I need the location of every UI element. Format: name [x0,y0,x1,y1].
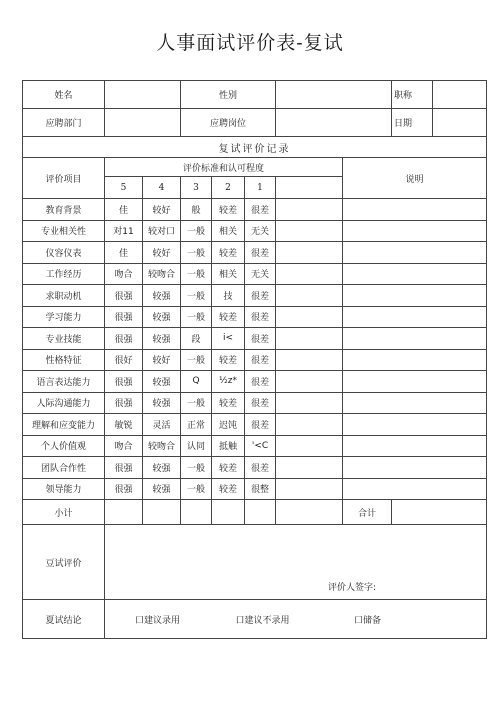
rating-cell-5[interactable]: 佳 [105,242,143,264]
rating-cell-2[interactable]: 迟饨 [212,414,245,436]
rating-cell-5[interactable]: 很强 [105,478,143,500]
rating-cell-2[interactable]: 较差 [212,242,245,264]
remark-cell[interactable] [343,414,487,436]
rating-cell-4[interactable]: 较强 [143,306,181,328]
gender-label: 性别 [181,81,276,109]
rating-cell-5[interactable]: 敏锐 [105,414,143,436]
score-blank [276,177,343,199]
item-rows [23,199,487,500]
rating-cell-5[interactable]: 很强 [105,371,143,393]
rating-cell-2[interactable]: 技 [212,285,245,307]
rating-cell-3[interactable]: 一般 [181,306,212,328]
item-name: 仪容仪表 [23,242,105,264]
remark-cell[interactable] [343,263,487,285]
subtotal-blank [276,500,343,525]
rating-cell-5[interactable]: 很强 [105,392,143,414]
rating-cell-3[interactable]: 认同 [181,435,212,457]
header-row-1 [23,81,487,109]
conclusion-row [23,600,487,639]
rating-cell-4[interactable]: 较好 [143,242,181,264]
remark-cell[interactable] [343,349,487,371]
rating-cell-3[interactable]: 一般 [181,220,212,242]
rating-cell-3[interactable]: 正常 [181,414,212,436]
rating-cell-2[interactable]: ½z* [212,371,245,393]
table-row [23,285,487,307]
rating-cell-1[interactable]: '<C [245,435,276,457]
remark-cell[interactable] [343,457,487,479]
item-name: 求职动机 [23,285,105,307]
rating-cell-4[interactable]: 较强 [143,285,181,307]
blank-cell [276,457,343,479]
item-name: 专业相关性 [23,220,105,242]
table-row [23,435,487,457]
table-row [23,414,487,436]
remark-cell[interactable] [343,199,487,221]
item-name: 人际沟通能力 [23,392,105,414]
rating-cell-1[interactable]: 很差 [245,457,276,479]
table-row [23,306,487,328]
name-field[interactable] [105,81,181,109]
rating-cell-1[interactable]: 很差 [245,306,276,328]
table-row [23,242,487,264]
blank-cell [276,328,343,350]
rating-cell-1[interactable]: 很整 [245,478,276,500]
total-field[interactable] [392,500,487,525]
rating-cell-3[interactable]: 一般 [181,263,212,285]
rating-cell-4[interactable]: 较好 [143,349,181,371]
total-label: 合计 [343,500,392,525]
remark-cell[interactable] [343,285,487,307]
table-row [23,349,487,371]
blank-cell [276,306,343,328]
rating-cell-5[interactable]: 很强 [105,457,143,479]
remark-cell[interactable] [343,220,487,242]
remark-cell[interactable] [343,435,487,457]
blank-cell [276,435,343,457]
rating-cell-5[interactable]: 对11 [105,220,143,242]
title-field[interactable] [433,81,487,109]
rating-cell-1[interactable]: 很差 [245,285,276,307]
rating-cell-2[interactable]: 较差 [212,457,245,479]
blank-cell [276,478,343,500]
rating-cell-5[interactable]: 很强 [105,328,143,350]
rating-cell-2[interactable]: 抵触 [212,435,245,457]
table-head-row [23,158,487,177]
score-2: 2 [212,177,245,199]
conclusion-label: 夏试结论 [23,600,105,639]
subtotal-2[interactable] [212,500,245,525]
option-hire[interactable]: 口建议录用 [134,615,180,626]
rating-cell-5[interactable]: 很强 [105,306,143,328]
item-name: 团队合作性 [23,457,105,479]
rating-cell-3[interactable]: 一般 [181,478,212,500]
table-row [23,392,487,414]
item-name: 理解和应变能力 [23,414,105,436]
score-5: 5 [105,177,143,199]
subtotal-1[interactable] [245,500,276,525]
rating-cell-4[interactable]: 较强 [143,478,181,500]
remark-cell[interactable] [343,328,487,350]
remark-cell[interactable] [343,478,487,500]
blank-cell [276,263,343,285]
rating-cell-4[interactable]: 较吻合 [143,435,181,457]
interview-evaluation-table [22,80,487,639]
section-title: 复试评价记录 [23,137,487,158]
table-row [23,457,487,479]
title-label: 职称 [392,81,433,109]
position-label: 应聘岗位 [181,109,276,137]
rating-cell-2[interactable]: 较差 [212,199,245,221]
rating-cell-2[interactable]: 较差 [212,392,245,414]
blank-cell [276,285,343,307]
section-row [23,137,487,158]
rating-cell-2[interactable]: 相关 [212,263,245,285]
rating-cell-2[interactable]: 较差 [212,478,245,500]
table-row [23,263,487,285]
rating-cell-1[interactable]: 很差 [245,199,276,221]
rating-cell-4[interactable]: 较吻合 [143,263,181,285]
rating-cell-2[interactable]: 较差 [212,306,245,328]
blank-cell [276,371,343,393]
table-row [23,478,487,500]
rating-cell-5[interactable]: 吻合 [105,263,143,285]
gender-field[interactable] [276,81,392,109]
rating-cell-4[interactable]: 较强 [143,457,181,479]
option-not-hire[interactable]: 口建议不录用 [235,615,290,626]
subtotal-label: 小计 [23,500,105,525]
rating-cell-3[interactable]: 段 [181,328,212,350]
item-name: 个人价值观 [23,435,105,457]
rating-cell-1[interactable]: 很差 [245,328,276,350]
table-row [23,199,487,221]
rating-cell-3[interactable]: 一般 [181,392,212,414]
rating-cell-1[interactable]: 无关 [245,263,276,285]
item-name: 性格特征 [23,349,105,371]
subtotal-4[interactable] [143,500,181,525]
remark-header: 说明 [343,158,487,199]
evaluation-row [23,525,487,600]
blank-cell [276,199,343,221]
item-name: 语言表达能力 [23,371,105,393]
blank-cell [276,392,343,414]
rating-cell-3[interactable]: 般 [181,199,212,221]
rating-cell-3[interactable]: 一般 [181,242,212,264]
remark-cell[interactable] [343,306,487,328]
header-row-2 [23,109,487,137]
rating-cell-3[interactable]: Q [181,371,212,393]
rating-cell-4[interactable]: 较好 [143,199,181,221]
rating-cell-1[interactable]: 无关 [245,220,276,242]
item-name: 领导能力 [23,478,105,500]
remark-cell[interactable] [343,371,487,393]
page-title: 人事面试评价表-复试 [156,32,344,54]
name-label: 姓名 [23,81,105,109]
item-name: 学习能力 [23,306,105,328]
evaluation-label: 豆试评价 [23,525,105,600]
rating-cell-4[interactable]: 较强 [143,392,181,414]
subtotal-3[interactable] [181,500,212,525]
blank-cell [276,349,343,371]
subtotal-5[interactable] [105,500,143,525]
date-field[interactable] [433,109,487,137]
rating-cell-3[interactable]: 一般 [181,285,212,307]
rating-cell-3[interactable]: 一般 [181,349,212,371]
rating-cell-2[interactable]: i< [212,328,245,350]
blank-cell [276,414,343,436]
table-row [23,371,487,393]
evaluation-field[interactable] [105,525,487,600]
option-reserve[interactable]: 口储备 [353,615,381,626]
rating-cell-4[interactable]: 灵活 [143,414,181,436]
rating-cell-4[interactable]: 较对口 [143,220,181,242]
blank-cell [276,242,343,264]
standard-header: 评价标准和认可程度 [105,158,343,177]
rating-cell-1[interactable]: 很差 [245,242,276,264]
conclusion-options [105,600,487,639]
rating-cell-1[interactable]: 很差 [245,349,276,371]
score-4: 4 [143,177,181,199]
score-3: 3 [181,177,212,199]
item-column-header: 评价项目 [23,158,105,199]
rating-cell-5[interactable]: 佳 [105,199,143,221]
remark-cell[interactable] [343,242,487,264]
rating-cell-4[interactable]: 较强 [143,371,181,393]
score-1: 1 [245,177,276,199]
position-field[interactable] [276,109,392,137]
table-row [23,328,487,350]
table-row [23,220,487,242]
rating-cell-3[interactable]: 一般 [181,457,212,479]
rating-cell-1[interactable]: 很差 [245,414,276,436]
item-name: 专业技能 [23,328,105,350]
item-name: 教育背景 [23,199,105,221]
dept-label: 应聘部门 [23,109,105,137]
rating-cell-4[interactable]: 较强 [143,328,181,350]
rating-cell-2[interactable]: 较差 [212,349,245,371]
rating-cell-5[interactable]: 很强 [105,285,143,307]
rating-cell-2[interactable]: 相关 [212,220,245,242]
remark-cell[interactable] [343,392,487,414]
item-name: 工作经历 [23,263,105,285]
subtotal-row [23,500,487,525]
rating-cell-1[interactable]: 很差 [245,371,276,393]
rating-cell-5[interactable]: 吻合 [105,435,143,457]
rating-cell-1[interactable]: 很差 [245,392,276,414]
rating-cell-5[interactable]: 很好 [105,349,143,371]
date-label: 日期 [392,109,433,137]
blank-cell [276,220,343,242]
dept-field[interactable] [105,109,181,137]
signer-label: 评价人签字: [327,583,376,593]
